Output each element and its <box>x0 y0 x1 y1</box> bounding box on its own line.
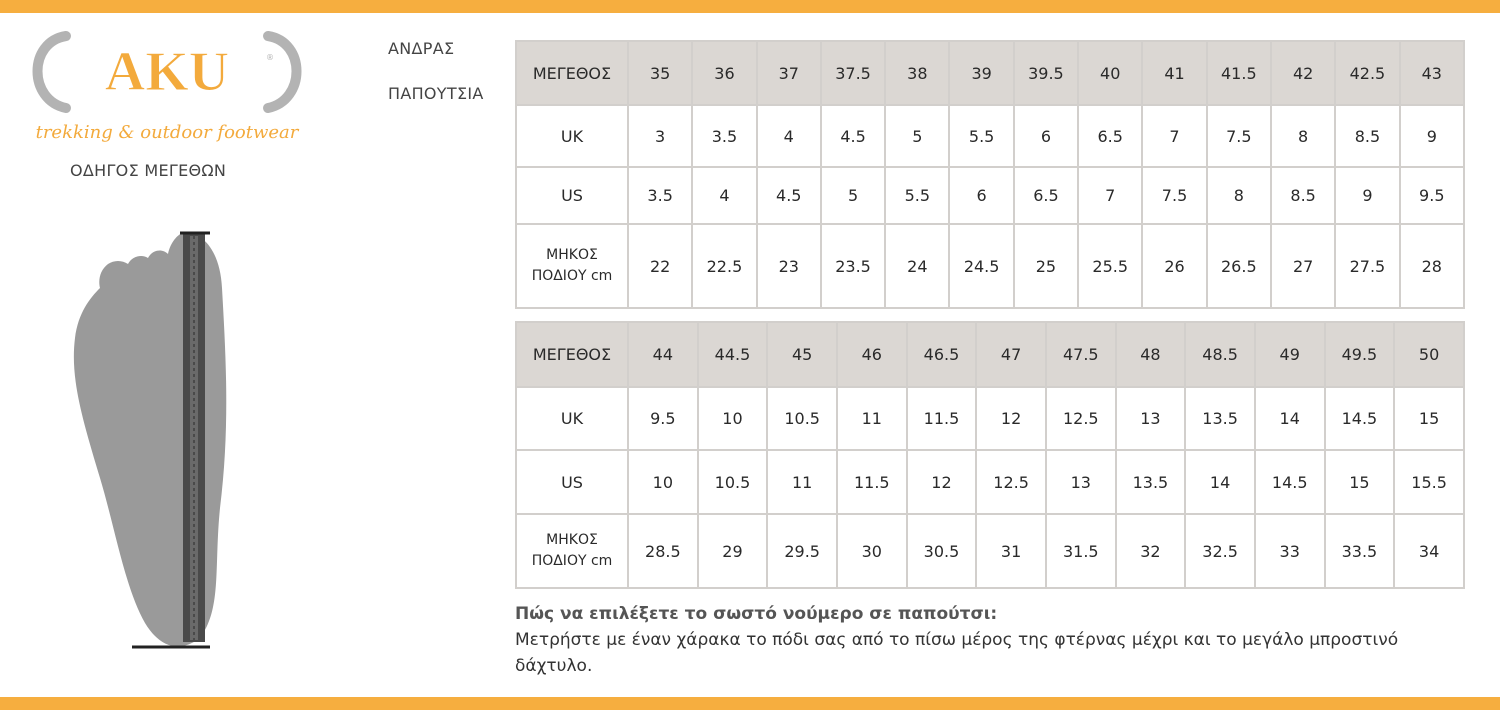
foot-length-label-line: ΜΗΚΟΣ <box>546 532 598 548</box>
length-cell: 25 <box>1014 224 1078 308</box>
size-cell: 48.5 <box>1185 322 1255 387</box>
logo-tagline: trekking & outdoor footwear <box>35 122 299 143</box>
size-table-2 <box>515 321 1465 589</box>
uk-cell: 13.5 <box>1185 387 1255 450</box>
uk-cell: 5 <box>885 105 949 167</box>
size-cell: 47.5 <box>1046 322 1116 387</box>
size-cell: 49.5 <box>1325 322 1395 387</box>
uk-cell: 8.5 <box>1335 105 1399 167</box>
us-cell: 9 <box>1335 167 1399 224</box>
us-label: US <box>516 167 628 224</box>
bottom-accent-bar <box>0 697 1500 710</box>
uk-row <box>516 387 1464 450</box>
size-cell: 42.5 <box>1335 41 1399 105</box>
us-cell: 11.5 <box>837 450 907 514</box>
size-cell: 44 <box>628 322 698 387</box>
size-guide-title: ΟΔΗΓΟΣ ΜΕΓΕΘΩΝ <box>70 161 227 180</box>
size-cell: 38 <box>885 41 949 105</box>
length-cell: 33.5 <box>1325 514 1395 588</box>
length-cell: 23.5 <box>821 224 885 308</box>
size-cell: 40 <box>1078 41 1142 105</box>
length-cell: 32 <box>1116 514 1186 588</box>
size-cell: 43 <box>1400 41 1464 105</box>
us-row <box>516 167 1464 224</box>
us-cell: 14.5 <box>1255 450 1325 514</box>
foot-length-label <box>516 224 628 308</box>
foot-length-label-line: ΠΟΔΙΟΥ cm <box>531 268 613 284</box>
length-cell: 24.5 <box>949 224 1013 308</box>
size-cell: 39.5 <box>1014 41 1078 105</box>
us-cell: 8.5 <box>1271 167 1335 224</box>
length-cell: 28.5 <box>628 514 698 588</box>
us-cell: 11 <box>767 450 837 514</box>
size-cell: 46 <box>837 322 907 387</box>
size-label: ΜΕΓΕΘΟΣ <box>516 41 628 105</box>
uk-cell: 14 <box>1255 387 1325 450</box>
us-cell: 12 <box>907 450 977 514</box>
us-cell: 9.5 <box>1400 167 1464 224</box>
size-cell: 41 <box>1142 41 1206 105</box>
us-cell: 14 <box>1185 450 1255 514</box>
length-cell: 27 <box>1271 224 1335 308</box>
uk-cell: 3 <box>628 105 692 167</box>
length-cell: 22.5 <box>692 224 756 308</box>
length-cell: 23 <box>757 224 821 308</box>
us-label: US <box>516 450 628 514</box>
uk-cell: 10.5 <box>767 387 837 450</box>
aku-logo <box>26 28 308 150</box>
us-cell: 7.5 <box>1142 167 1206 224</box>
us-cell: 10 <box>628 450 698 514</box>
category-gender: ΑΝΔΡΑΣ <box>388 39 455 58</box>
size-cell: 41.5 <box>1207 41 1271 105</box>
uk-cell: 9.5 <box>628 387 698 450</box>
uk-cell: 9 <box>1400 105 1464 167</box>
us-cell: 6 <box>949 167 1013 224</box>
uk-cell: 8 <box>1271 105 1335 167</box>
size-cell: 37.5 <box>821 41 885 105</box>
uk-cell: 10 <box>698 387 768 450</box>
us-cell: 15.5 <box>1394 450 1464 514</box>
us-cell: 8 <box>1207 167 1271 224</box>
size-cell: 42 <box>1271 41 1335 105</box>
us-cell: 7 <box>1078 167 1142 224</box>
length-cell: 33 <box>1255 514 1325 588</box>
uk-row <box>516 105 1464 167</box>
uk-label: UK <box>516 387 628 450</box>
size-cell: 35 <box>628 41 692 105</box>
length-cell: 29 <box>698 514 768 588</box>
instructions-text: Μετρήστε με έναν χάρακα το πόδι σας από το πίσω μέρος της φτέρνας μέχρι και το μεγάλο μπροστινό δάχτυλο. <box>515 630 1399 676</box>
length-cell: 31.5 <box>1046 514 1116 588</box>
size-cell: 37 <box>757 41 821 105</box>
us-row <box>516 450 1464 514</box>
category-type: ΠΑΠΟΥΤΣΙΑ <box>388 84 484 103</box>
uk-cell: 4 <box>757 105 821 167</box>
us-cell: 10.5 <box>698 450 768 514</box>
logo-wordmark: AKU <box>104 41 230 103</box>
instructions-question: Πώς να επιλέξετε το σωστό νούμερο σε παπούτσι: <box>515 604 998 624</box>
uk-cell: 13 <box>1116 387 1186 450</box>
size-cell: 46.5 <box>907 322 977 387</box>
foot-length-row <box>516 224 1464 308</box>
uk-cell: 7 <box>1142 105 1206 167</box>
length-cell: 26 <box>1142 224 1206 308</box>
foot-length-row <box>516 514 1464 588</box>
length-cell: 24 <box>885 224 949 308</box>
length-cell: 27.5 <box>1335 224 1399 308</box>
us-cell: 4 <box>692 167 756 224</box>
uk-cell: 3.5 <box>692 105 756 167</box>
size-row <box>516 322 1464 387</box>
measuring-instructions <box>515 601 1465 679</box>
size-cell: 36 <box>692 41 756 105</box>
length-cell: 22 <box>628 224 692 308</box>
length-cell: 32.5 <box>1185 514 1255 588</box>
length-cell: 29.5 <box>767 514 837 588</box>
uk-cell: 11 <box>837 387 907 450</box>
uk-cell: 11.5 <box>907 387 977 450</box>
size-cell: 44.5 <box>698 322 768 387</box>
length-cell: 30 <box>837 514 907 588</box>
size-cell: 49 <box>1255 322 1325 387</box>
uk-cell: 4.5 <box>821 105 885 167</box>
size-row <box>516 41 1464 105</box>
foot-measure-icon <box>70 228 245 653</box>
uk-cell: 14.5 <box>1325 387 1395 450</box>
us-cell: 6.5 <box>1014 167 1078 224</box>
us-cell: 3.5 <box>628 167 692 224</box>
uk-cell: 6.5 <box>1078 105 1142 167</box>
size-table-1 <box>515 40 1465 309</box>
us-cell: 4.5 <box>757 167 821 224</box>
us-cell: 13.5 <box>1116 450 1186 514</box>
us-cell: 13 <box>1046 450 1116 514</box>
uk-cell: 15 <box>1394 387 1464 450</box>
length-cell: 26.5 <box>1207 224 1271 308</box>
size-label: ΜΕΓΕΘΟΣ <box>516 322 628 387</box>
size-cell: 39 <box>949 41 1013 105</box>
length-cell: 30.5 <box>907 514 977 588</box>
length-cell: 25.5 <box>1078 224 1142 308</box>
length-cell: 34 <box>1394 514 1464 588</box>
uk-cell: 6 <box>1014 105 1078 167</box>
foot-length-label-line: ΠΟΔΙΟΥ cm <box>531 553 613 569</box>
uk-cell: 5.5 <box>949 105 1013 167</box>
svg-text:®: ® <box>266 53 274 62</box>
size-cell: 45 <box>767 322 837 387</box>
uk-cell: 12 <box>976 387 1046 450</box>
uk-cell: 7.5 <box>1207 105 1271 167</box>
foot-length-label-line: ΜΗΚΟΣ <box>546 247 598 263</box>
length-cell: 31 <box>976 514 1046 588</box>
uk-label: UK <box>516 105 628 167</box>
size-cell: 50 <box>1394 322 1464 387</box>
top-accent-bar <box>0 0 1500 13</box>
uk-cell: 12.5 <box>1046 387 1116 450</box>
us-cell: 5.5 <box>885 167 949 224</box>
us-cell: 12.5 <box>976 450 1046 514</box>
size-cell: 48 <box>1116 322 1186 387</box>
foot-length-label <box>516 514 628 588</box>
size-cell: 47 <box>976 322 1046 387</box>
us-cell: 15 <box>1325 450 1395 514</box>
length-cell: 28 <box>1400 224 1464 308</box>
us-cell: 5 <box>821 167 885 224</box>
